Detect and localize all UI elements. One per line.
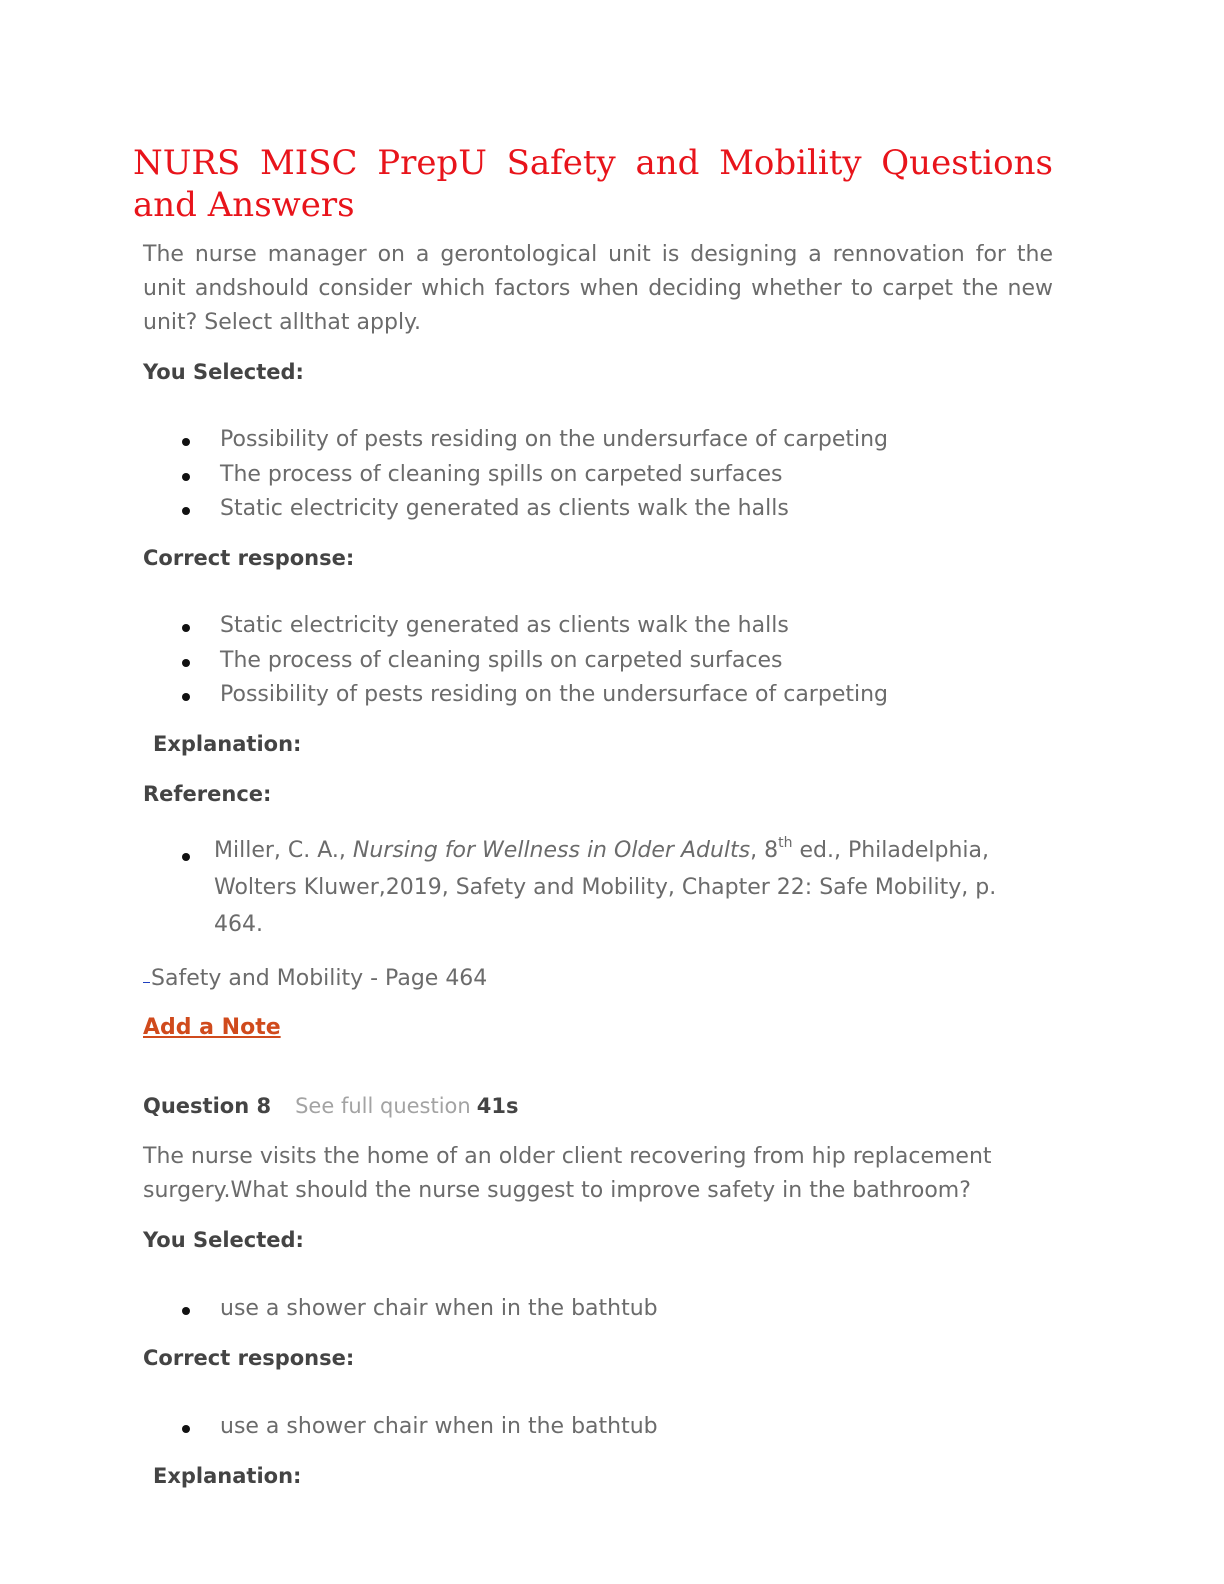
answer-text: Possibility of pests residing on the undersurface of carpeting (220, 682, 889, 707)
reference-edition-suffix: th (778, 835, 793, 851)
see-full-question-link[interactable]: See full question (295, 1094, 471, 1118)
list-item (176, 609, 888, 644)
bullet-icon (182, 507, 190, 515)
reference-label: Reference: (143, 782, 272, 806)
question-header (143, 1091, 518, 1121)
bullet-icon (182, 438, 190, 446)
answer-text: Static electricity generated as clients walk the halls (220, 496, 789, 521)
bullet-icon (182, 659, 190, 667)
correct-response-label: Correct response: (143, 546, 355, 570)
reference-list (176, 832, 1036, 943)
answer-text: use a shower chair when in the bathtub (220, 1414, 658, 1439)
reference-item (176, 832, 1036, 943)
question-prompt: The nurse manager on a gerontological unit is designing a rennovation for the unit andshould consider which factors when deciding whether to carpet the new unit? Select allthat apply. (143, 242, 1053, 335)
explanation-label: Explanation: (153, 1464, 302, 1488)
correct-response-label: Correct response: (143, 1346, 355, 1370)
you-selected-list (176, 423, 888, 527)
bullet-icon (182, 853, 190, 861)
bullet-icon (182, 693, 190, 701)
list-item (176, 678, 888, 713)
answer-text: Static electricity generated as clients walk the halls (220, 613, 789, 638)
list-item (176, 492, 888, 527)
page-reference-text: Safety and Mobility - Page 464 (151, 966, 488, 991)
correct-response-list (176, 609, 888, 713)
reference-edition: , 8 (750, 838, 779, 863)
answer-text: The process of cleaning spills on carpeted surfaces (220, 461, 783, 487)
bullet-icon (182, 473, 190, 481)
bullet-icon (182, 1425, 190, 1433)
list-item (176, 1410, 658, 1445)
list-item (176, 1292, 658, 1327)
document-title: NURS MISC PrepU Safety and Mobility Questions and Answers (133, 143, 1053, 225)
question-number: Question 8 (143, 1094, 272, 1118)
correct-response-list (176, 1410, 658, 1445)
you-selected-list (176, 1292, 658, 1327)
add-note-link[interactable]: Add a Note (143, 1015, 281, 1040)
reference-author: Miller, C. A., (214, 838, 353, 863)
bullet-icon (182, 624, 190, 632)
answer-text: The process of cleaning spills on carpeted surfaces (220, 647, 783, 673)
you-selected-label: You Selected: (143, 1228, 304, 1252)
reference-book-title: Nursing for Wellness in Older Adults (352, 838, 751, 863)
question-prompt: The nurse visits the home of an older client recovering from hip replacement surgery.What should the nurse suggest to improve safety in the bathroom? (143, 1144, 992, 1203)
question-time: 41s (476, 1094, 519, 1118)
answer-text: Possibility of pests residing on the undersurface of carpeting (220, 427, 889, 452)
explanation-label: Explanation: (153, 732, 302, 756)
list-item (176, 423, 888, 458)
list-item (176, 458, 888, 493)
answer-text: use a shower chair when in the bathtub (220, 1296, 658, 1321)
list-item (176, 644, 888, 679)
bullet-icon (182, 1307, 190, 1315)
you-selected-label: You Selected: (143, 360, 304, 384)
link-underline (143, 982, 150, 983)
reference-details: ed., Philadelphia, Wolters Kluwer,2019, Safety and Mobility, Chapter 22: Safe Mobility, p. 464. (214, 838, 997, 937)
page-reference-link[interactable] (143, 964, 487, 994)
